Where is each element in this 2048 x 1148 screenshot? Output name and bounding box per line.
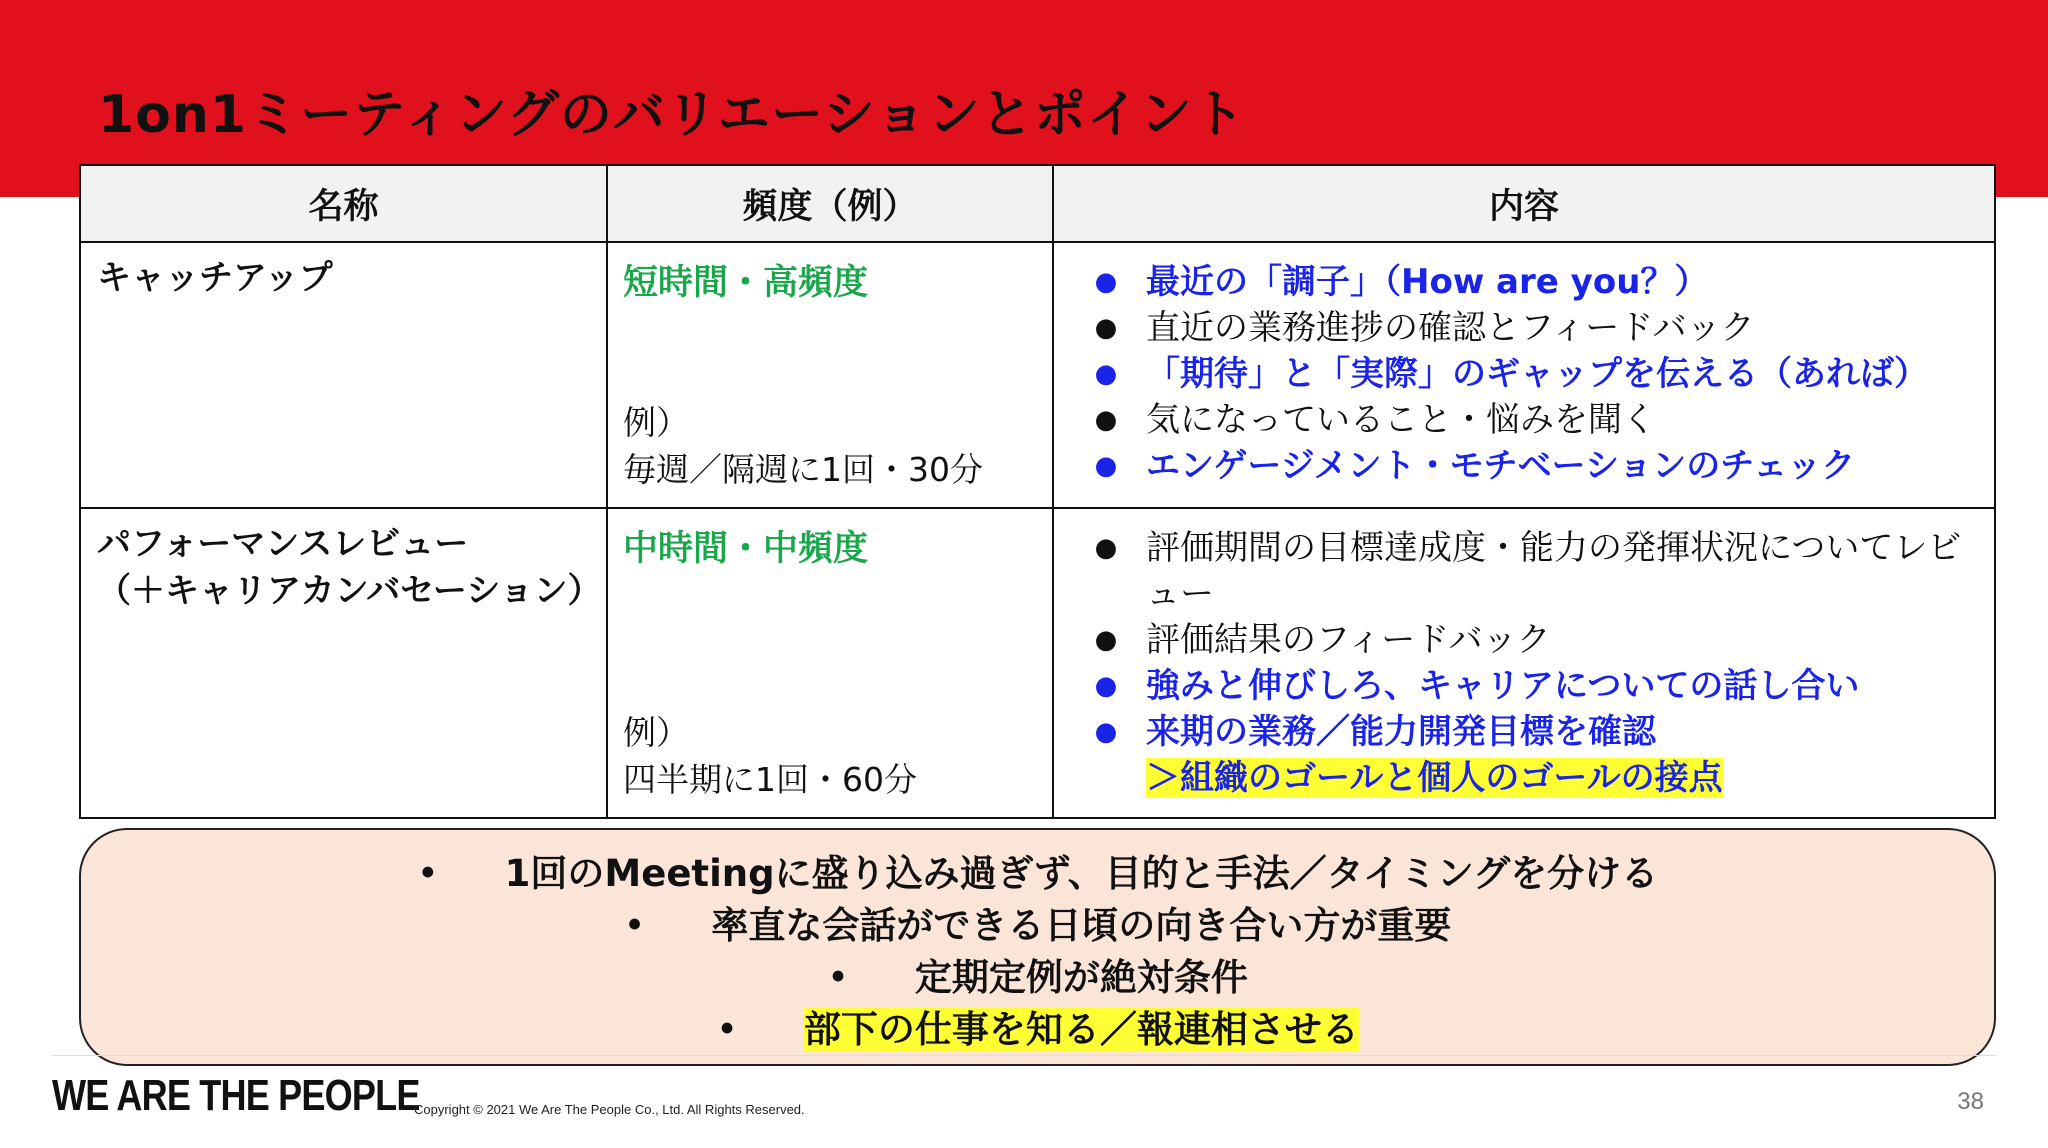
list-item-text: 「期待」と「実際」のギャップを伝える（あれば） [1146, 354, 1928, 394]
header-frequency: 頻度（例） [607, 165, 1053, 242]
bullet-icon: ● [1094, 717, 1118, 747]
frequency-example [623, 709, 917, 803]
frequency-example-line: 例） [623, 403, 689, 442]
table-row [80, 508, 1995, 818]
copyright-text: Copyright © 2021 We Are The People Co., Ltd. All Rights Reserved. [414, 1102, 805, 1117]
variations-table [79, 164, 1996, 819]
row-name-line: キャッチアップ [97, 258, 333, 298]
bullet-icon: • [827, 956, 849, 999]
list-item [1092, 397, 1984, 443]
row-name-cell [80, 242, 607, 508]
header-content: 内容 [1053, 165, 1995, 242]
list-item-text: 来期の業務／能力開発目標を確認 [1146, 712, 1656, 752]
list-item [1092, 305, 1984, 351]
key-point-text-highlighted: 部下の仕事を知る／報連相させる [803, 1008, 1359, 1051]
key-points-box [79, 828, 1996, 1066]
row-name-cell [80, 508, 607, 818]
row-frequency-cell [607, 508, 1053, 818]
list-item-text: 最近の「調子」（How are you？） [1146, 262, 1709, 302]
page-number: 38 [1957, 1088, 1984, 1115]
key-point-text: 率直な会話ができる日頃の向き合い方が重要 [711, 904, 1452, 947]
row-content-cell [1053, 242, 1995, 508]
table-header-row [80, 165, 1995, 242]
bullet-icon: • [623, 904, 646, 947]
list-item [1092, 617, 1984, 663]
row-content-cell [1053, 508, 1995, 818]
key-point [81, 900, 1994, 952]
page-title: 1on1ミーティングのバリエーションとポイント [98, 85, 1246, 145]
row-name-line: パフォーマンスレビュー [97, 524, 469, 564]
bullet-icon: ● [1094, 451, 1118, 481]
list-item-text: エンゲージメント・モチベーションのチェック [1146, 446, 1856, 486]
bullet-icon: ● [1094, 267, 1118, 297]
row-name-line: （＋キャリアカンバセーション） [97, 571, 602, 611]
list-item-text: 評価結果のフィードバック [1146, 620, 1551, 660]
frequency-example [623, 399, 983, 493]
table-row [80, 242, 1995, 508]
bullet-icon: • [416, 852, 439, 895]
list-item-text: 気になっていること・悩みを聞く [1146, 400, 1656, 440]
list-item [1092, 259, 1984, 305]
key-point [81, 848, 1994, 900]
highlighted-subpoint: ＞組織のゴールと個人のゴールの接点 [1146, 758, 1723, 798]
brand-logo: WE ARE THE PEOPLE [52, 1071, 420, 1120]
list-item [1092, 351, 1984, 397]
frequency-example-line: 四半期に1回・60分 [623, 760, 917, 799]
frequency-example-line: 毎週／隔週に1回・30分 [623, 450, 983, 489]
list-item-text: 直近の業務進捗の確認とフィードバック [1146, 308, 1755, 348]
list-item [1092, 443, 1984, 489]
frequency-example-line: 例） [623, 713, 689, 752]
frequency-label: 短時間・高頻度 [623, 263, 869, 303]
list-item [1092, 525, 1984, 617]
list-item-text: 強みと伸びしろ、キャリアについての話し合い [1146, 666, 1860, 706]
header-name: 名称 [80, 165, 607, 242]
bullet-icon: ● [1094, 625, 1118, 655]
key-point-text: 定期定例が絶対条件 [914, 956, 1248, 999]
key-point-text: 1回のMeetingに盛り込み過ぎず、目的と手法／タイミングを分ける [504, 852, 1659, 895]
footer-divider [52, 1055, 1996, 1056]
key-point [81, 1004, 1994, 1056]
bullet-icon: ● [1094, 359, 1118, 389]
bullet-icon: ● [1094, 533, 1118, 563]
list-item [1092, 663, 1984, 709]
content-list [1054, 243, 1994, 489]
bullet-icon: ● [1094, 671, 1118, 701]
content-list [1054, 509, 1994, 801]
bullet-icon: ● [1094, 313, 1118, 343]
list-item-text: 評価期間の目標達成度・能力の発揮状況についてレビュー [1146, 528, 1962, 614]
frequency-label: 中時間・中頻度 [623, 529, 869, 569]
bullet-icon: • [716, 1008, 738, 1051]
key-point [81, 952, 1994, 1004]
row-frequency-cell [607, 242, 1053, 508]
list-item [1092, 709, 1984, 801]
bullet-icon: ● [1094, 405, 1118, 435]
